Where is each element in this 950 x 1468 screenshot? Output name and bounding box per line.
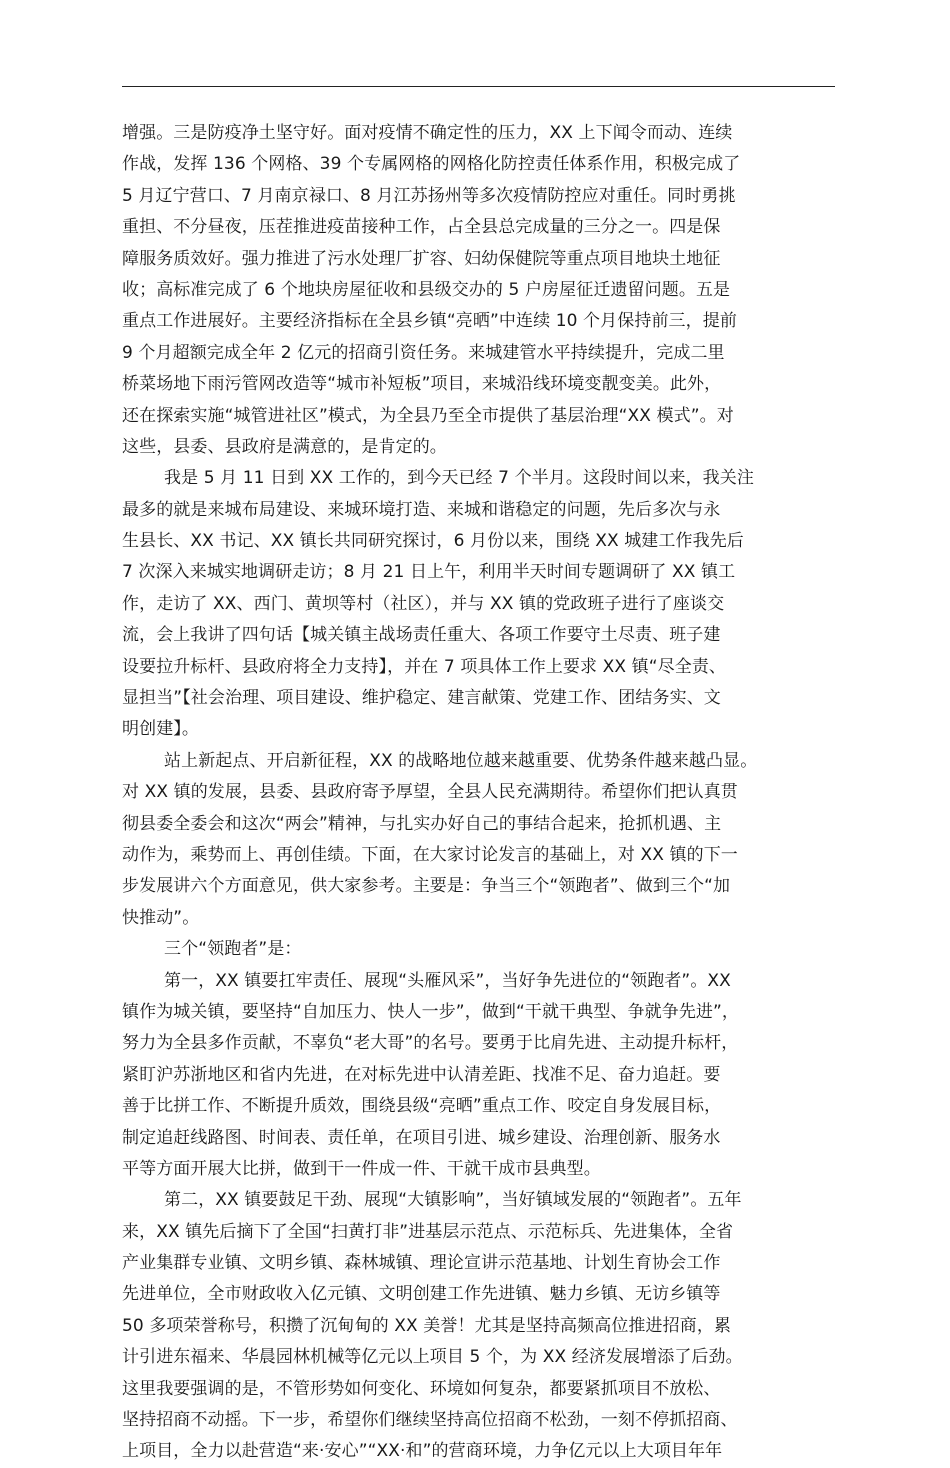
text-line: 增强。三是防疫净土坚守好。面对疫情不确定性的压力，XX 上下闻令而动、连续 — [122, 123, 733, 143]
text-line: 步发展讲六个方面意见，供大家参考。主要是：争当三个“领跑者”、做到三个“加 — [122, 876, 731, 897]
text-line: 9 个月超额完成全年 2 亿元的招商引资任务。来城建管水平持续提升，完成二里 — [122, 342, 725, 363]
text-line: 50 多项荣誉称号，积攒了沉甸甸的 XX 美誉！尤其是坚持高频高位推进招商，累 — [122, 1315, 732, 1336]
text-line: 这里我要强调的是，不管形势如何变化、环境如何复杂，都要紧抓项目不放松、 — [122, 1378, 721, 1399]
text-line: 收；高标准完成了 6 个地块房屋征收和县级交办的 5 户房屋征迁遗留问题。五是 — [122, 279, 731, 300]
text-line: 动作为，乘势而上、再创佳绩。下面，在大家讨论发言的基础上，对 XX 镇的下一 — [122, 844, 738, 865]
text-line: 我是 5 月 11 日到 XX 工作的，到今天已经 7 个半月。这段时间以来，我关注 — [164, 468, 754, 489]
text-line: 彻县委全委会和这次“两会”精神，与扎实办好自己的事结合起来，抢抓机遇、主 — [122, 813, 722, 834]
text-line: 第二，XX 镇要鼓足干劲、展现“大镇影响”，当好镇域发展的“领跑者”。五年 — [164, 1190, 742, 1211]
text-line: 5 月辽宁营口、7 月南京禄口、8 月江苏扬州等多次疫情防控应对重任。同时勇挑 — [122, 185, 736, 206]
text-line: 明创建】。 — [122, 719, 199, 740]
header-rule — [122, 86, 835, 87]
text-line: 还在探索实施“城管进社区”模式，为全县乃至全市提供了基层治理“XX 模式”。对 — [122, 405, 734, 426]
text-line: 镇作为城关镇，要坚持“自加压力、快人一步”，做到“干就干典型、争就争先进”， — [122, 1001, 740, 1022]
text-line: 上项目，全力以赴营造“来·安心”“XX·和”的营商环境，力争亿元以上大项目年年 — [122, 1441, 723, 1462]
body-text — [122, 118, 838, 1468]
text-line: 三个“领跑者”是： — [164, 939, 302, 960]
text-line: 重担、不分昼夜，压茬推进疫苗接种工作，占全县总完成量的三分之一。四是保 — [122, 217, 721, 238]
text-line: 流，会上我讲了四句话【城关镇主战场责任重大、各项工作要守土尽责、班子建 — [122, 625, 721, 646]
text-line: 障服务质效好。强力推进了污水处理厂扩容、妇幼保健院等重点项目地块土地征 — [122, 248, 721, 269]
text-line: 对 XX 镇的发展，县委、县政府寄予厚望，全县人民充满期待。希望你们把认真贯 — [122, 782, 738, 803]
text-line: 产业集群专业镇、文明乡镇、森林城镇、理论宣讲示范基地、计划生育协会工作 — [122, 1253, 721, 1274]
text-line: 站上新起点、开启新征程，XX 的战略地位越来越重要、优势条件越来越凸显。 — [164, 750, 758, 771]
text-line: 7 次深入来城实地调研走访；8 月 21 日上午，利用半天时间专题调研了 XX 镇工 — [122, 562, 736, 583]
text-line: 作，走访了 XX、西门、黄坝等村（社区），并与 XX 镇的党政班子进行了座谈交 — [122, 593, 725, 614]
text-line: 制定追赶线路图、时间表、责任单，在项目引进、城乡建设、治理创新、服务水 — [122, 1127, 721, 1148]
text-line: 紧盯沪苏浙地区和省内先进，在对标先进中认清差距、找准不足、奋力追赶。要 — [122, 1064, 721, 1085]
text-line: 最多的就是来城布局建设、来城环境打造、来城和谐稳定的问题，先后多次与永 — [122, 499, 721, 520]
text-line: 这些，县委、县政府是满意的，是肯定的。 — [122, 436, 447, 457]
text-line: 计引进东福来、华晨园林机械等亿元以上项目 5 个，为 XX 经济发展增添了后劲。 — [122, 1347, 743, 1368]
text-line: 快推动”。 — [122, 907, 200, 928]
text-line: 作战，发挥 136 个网格、39 个专属网格的网格化防控责任体系作用，积极完成了 — [122, 154, 741, 175]
text-line: 设要拉升标杆、县政府将全力支持】，并在 7 项具体工作上要求 XX 镇“尽全责、 — [122, 656, 727, 677]
text-line: 第一，XX 镇要扛牢责任、展现“头雁风采”，当好争先进位的“领跑者”。XX — [164, 970, 731, 991]
text-line: 桥菜场地下雨污管网改造等“城市补短板”项目，来城沿线环境变靓变美。此外， — [122, 374, 722, 395]
text-line: 平等方面开展大比拼，做到干一件成一件、干就干成市县典型。 — [122, 1158, 601, 1179]
text-line: 努力为全县多作贡献，不辜负“老大哥”的名号。要勇于比肩先进、主动提升标杆， — [122, 1033, 739, 1054]
text-line: 显担当”【社会治理、项目建设、维护稳定、建言献策、党建工作、团结务实、文 — [122, 688, 721, 709]
text-line: 重点工作进展好。主要经济指标在全县乡镇“亮晒”中连续 10 个月保持前三，提前 — [122, 311, 737, 332]
text-line: 先进单位，全市财政收入亿元镇、文明创建工作先进镇、魅力乡镇、无访乡镇等 — [122, 1284, 721, 1305]
text-line: 生县长、XX 书记、XX 镇长共同研究探讨，6 月份以来，围绕 XX 城建工作我先后 — [122, 531, 744, 552]
text-line: 善于比拼工作、不断提升质效，围绕县级“亮晒”重点工作、咬定自身发展目标， — [122, 1096, 722, 1117]
text-line: 来，XX 镇先后摘下了全国“扫黄打非”进基层示范点、示范标兵、先进集体，全省 — [122, 1221, 734, 1242]
text-line: 坚持招商不动摇。下一步，希望你们继续坚持高位招商不松劲，一刻不停抓招商、 — [122, 1410, 738, 1431]
